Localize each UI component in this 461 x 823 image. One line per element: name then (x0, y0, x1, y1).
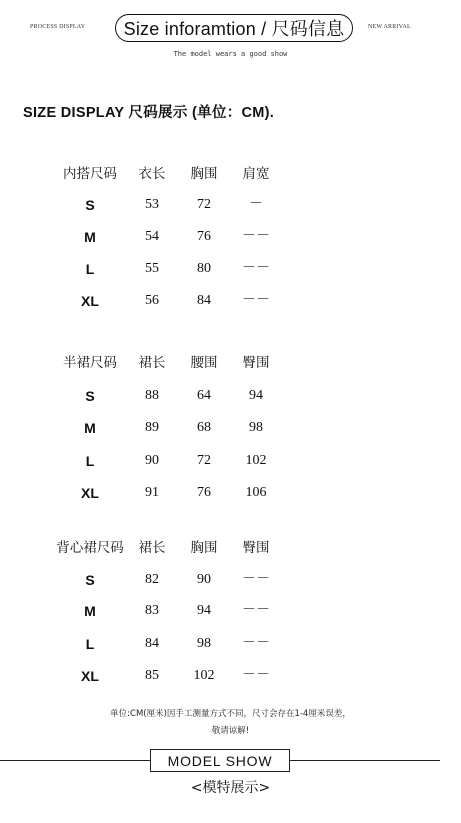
size-cell: L (85, 261, 95, 277)
size-cell: XL (81, 485, 99, 501)
header-size: 内搭尺码 (63, 166, 117, 182)
value-cell: 102 (245, 453, 267, 468)
header-shoulder: 肩宽 (242, 166, 270, 182)
value-cell: 106 (245, 485, 267, 500)
table-row (0, 483, 461, 503)
size-cell: S (85, 197, 95, 213)
value-cell: 90 (197, 572, 211, 587)
new-arrival-label: NEW ARRIVAL (368, 24, 411, 30)
size-cell: XL (81, 668, 99, 684)
value-cell: － (249, 197, 263, 212)
value-cell: 54 (145, 229, 159, 244)
value-cell: 98 (197, 636, 211, 651)
value-cell: 88 (145, 388, 159, 403)
value-cell: －－ (242, 293, 270, 308)
value-cell: 56 (145, 293, 159, 308)
value-cell: －－ (242, 261, 270, 276)
process-display-label: PROCESS DISPLAY (30, 24, 86, 30)
value-cell: 82 (145, 572, 159, 587)
model-show-subheading: <模特展示> (190, 780, 271, 796)
divider-left (0, 760, 150, 761)
value-cell: 80 (197, 261, 211, 276)
size-cell: M (84, 603, 96, 619)
model-show-heading: MODEL SHOW (150, 749, 290, 772)
section-title: SIZE DISPLAY 尺码展示 (单位：CM). (23, 105, 275, 121)
value-cell: 94 (197, 603, 211, 618)
table-row (0, 291, 461, 311)
value-cell: －－ (242, 668, 270, 683)
size-cell: L (85, 453, 95, 469)
header-size: 背心裙尺码 (56, 540, 124, 556)
table-row (0, 259, 461, 279)
value-cell: 55 (145, 261, 159, 276)
header-bust: 胸围 (190, 540, 218, 556)
value-cell: 98 (249, 420, 263, 435)
value-cell: 76 (197, 485, 211, 500)
measurement-note: 单位:CM(厘米)因手工测量方式不同，尺寸会存在1-4厘米误差， (110, 709, 351, 719)
table-row (0, 451, 461, 471)
value-cell: －－ (242, 636, 270, 651)
value-cell: 84 (145, 636, 159, 651)
measurement-note-apology: 敬请谅解! (211, 726, 250, 736)
value-cell: 91 (145, 485, 159, 500)
size-cell: S (85, 572, 95, 588)
header-bust: 胸围 (190, 166, 218, 182)
value-cell: －－ (242, 229, 270, 244)
header-hip: 臀围 (242, 355, 270, 371)
size-cell: L (85, 636, 95, 652)
size-cell: S (85, 388, 95, 404)
value-cell: 53 (145, 197, 159, 212)
value-cell: 72 (197, 197, 211, 212)
table-header (0, 538, 461, 558)
value-cell: 84 (197, 293, 211, 308)
table-row (0, 634, 461, 654)
value-cell: 94 (249, 388, 263, 403)
table-row (0, 601, 461, 621)
value-cell: －－ (242, 603, 270, 618)
table-row (0, 195, 461, 215)
header-waist: 腰围 (190, 355, 218, 371)
header-length: 衣长 (138, 166, 166, 182)
table-row (0, 666, 461, 686)
table-row (0, 570, 461, 590)
value-cell: 90 (145, 453, 159, 468)
value-cell: 85 (145, 668, 159, 683)
size-cell: XL (81, 293, 99, 309)
header-skirt-length: 裙长 (138, 355, 166, 371)
value-cell: 64 (197, 388, 211, 403)
subtitle: The model wears a good show (173, 50, 288, 58)
value-cell: 102 (193, 668, 215, 683)
header-skirt-length: 裙长 (138, 540, 166, 556)
value-cell: 72 (197, 453, 211, 468)
size-cell: M (84, 420, 96, 436)
size-cell: M (84, 229, 96, 245)
value-cell: 83 (145, 603, 159, 618)
table-row (0, 227, 461, 247)
value-cell: 89 (145, 420, 159, 435)
table-header (0, 164, 461, 184)
table-row (0, 418, 461, 438)
table-row (0, 386, 461, 406)
table-header (0, 353, 461, 373)
value-cell: 68 (197, 420, 211, 435)
value-cell: －－ (242, 572, 270, 587)
page-title: Size inforamtion / 尺码信息 (115, 14, 353, 42)
divider-right (290, 760, 440, 761)
header-hip: 臀围 (242, 540, 270, 556)
value-cell: 76 (197, 229, 211, 244)
header-size: 半裙尺码 (63, 355, 117, 371)
